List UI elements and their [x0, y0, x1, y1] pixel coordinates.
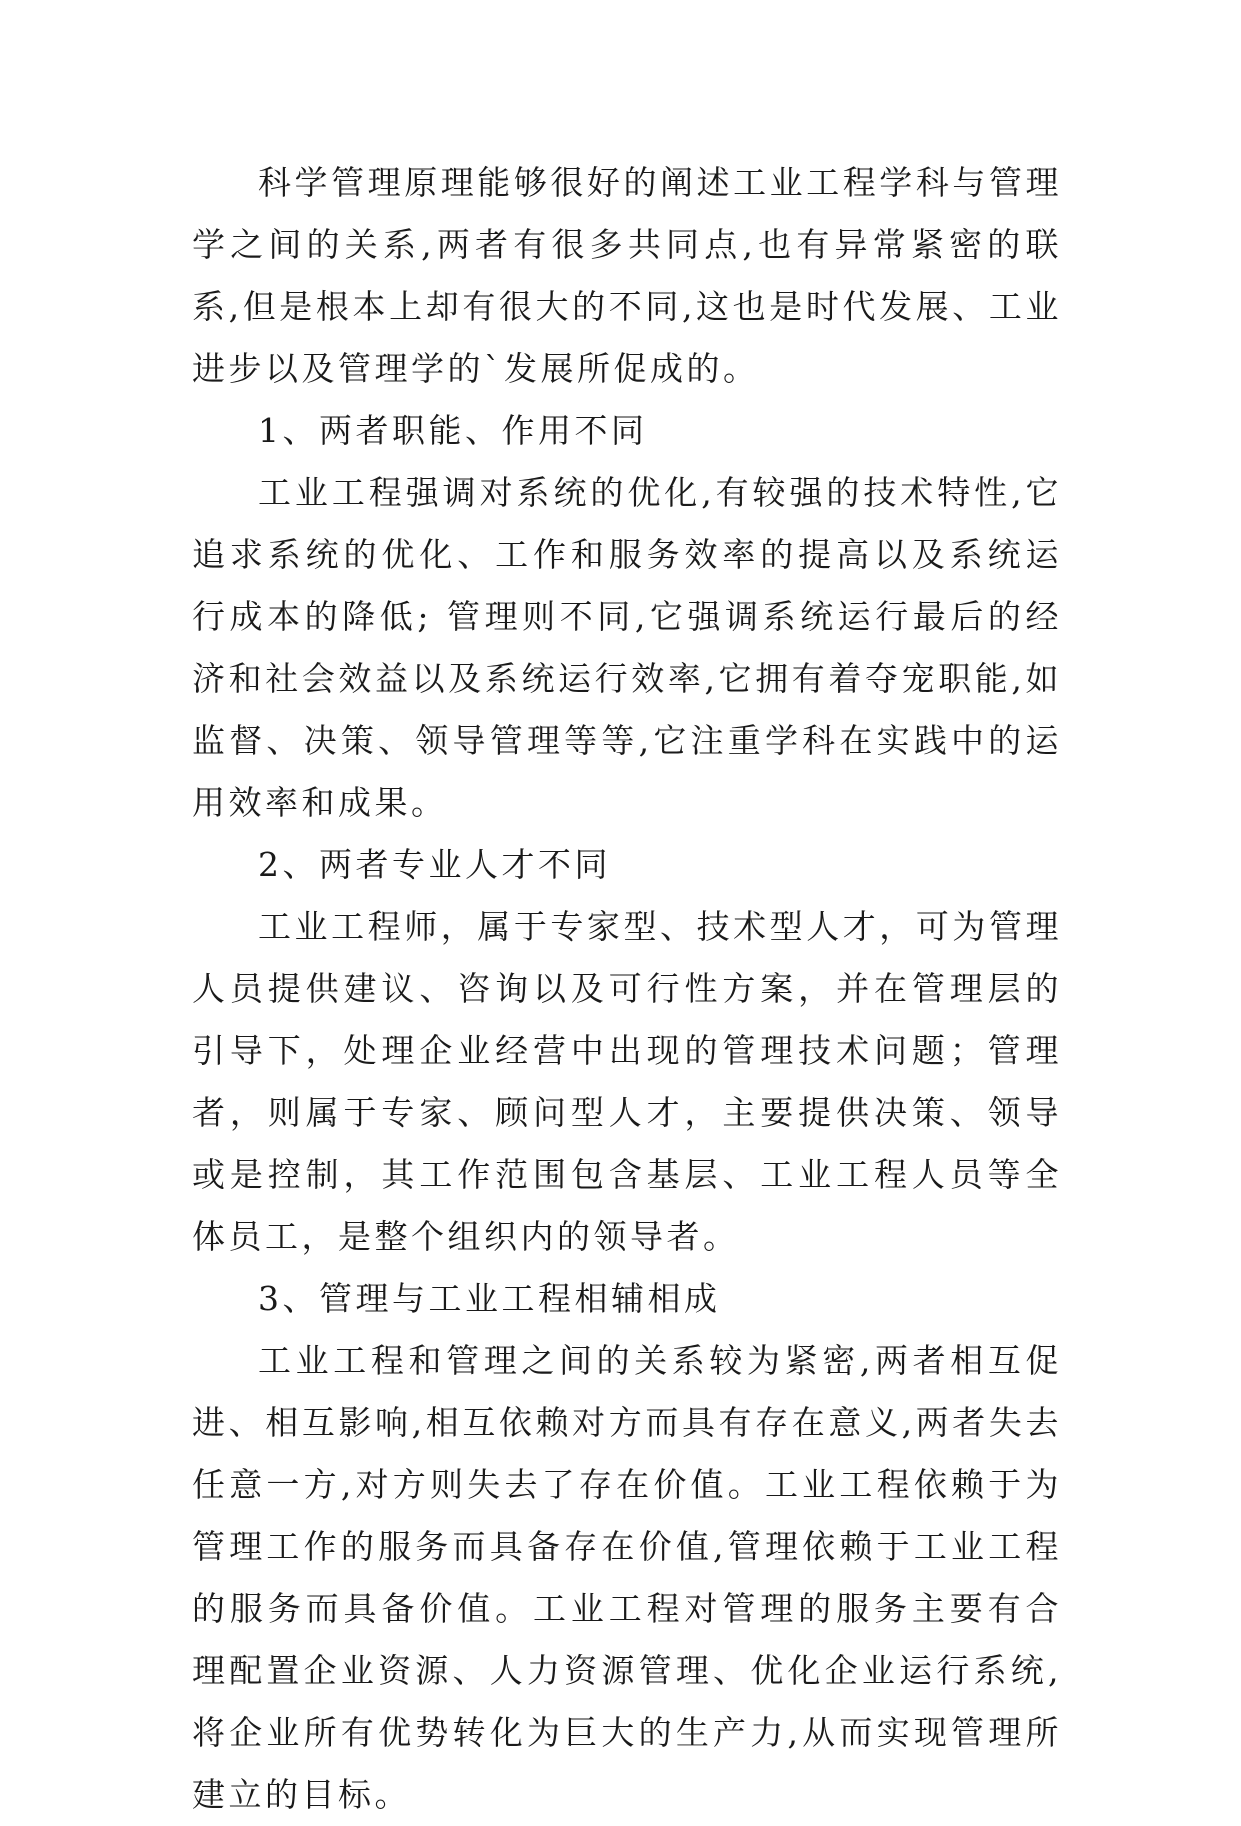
section-heading-2: 2、两者专业人才不同 — [258, 845, 611, 884]
section-heading-3: 3、管理与工业工程相辅相成 — [258, 1279, 721, 1318]
document-body — [192, 152, 1062, 1826]
section-heading-1: 1、两者职能、作用不同 — [258, 411, 648, 450]
section-3-paragraph: 工业工程和管理之间的关系较为紧密,两者相互促进、相互影响,相互依赖对方而具有存在意义,两者失去任意一方,对方则失去了存在价值。工业工程依赖于为管理工作的服务而具备存在价值,管理依赖于工业工程的服务而具备价值。工业工程对管理的服务主要有合理配置企业资源、人力资源管理、优化企业运行系统,将企业所有优势转化为巨大的生产力,从而实现管理所建立的目标。 — [192, 1341, 1062, 1814]
section-2-paragraph: 工业工程师，属于专家型、技术型人才，可为管理人员提供建议、咨询以及可行性方案，并在管理层的引导下，处理企业经营中出现的管理技术问题；管理者，则属于专家、顾问型人才，主要提供决策、领导或是控制，其工作范围包含基层、工业工程人员等全体员工，是整个组织内的领导者。 — [192, 907, 1062, 1256]
section-1-paragraph: 工业工程强调对系统的优化,有较强的技术特性,它追求系统的优化、工作和服务效率的提高以及系统运行成本的降低; 管理则不同,它强调系统运行最后的经济和社会效益以及系统运行效率,它拥有着夺宠职能,如监督、决策、领导管理等等,它注重学科在实践中的运用效率和成果。 — [192, 473, 1062, 822]
intro-paragraph: 科学管理原理能够很好的阐述工业工程学科与管理学之间的关系,两者有很多共同点,也有异常紧密的联系,但是根本上却有很大的不同,这也是时代发展、工业进步以及管理学的`发展所促成的。 — [192, 163, 1062, 388]
